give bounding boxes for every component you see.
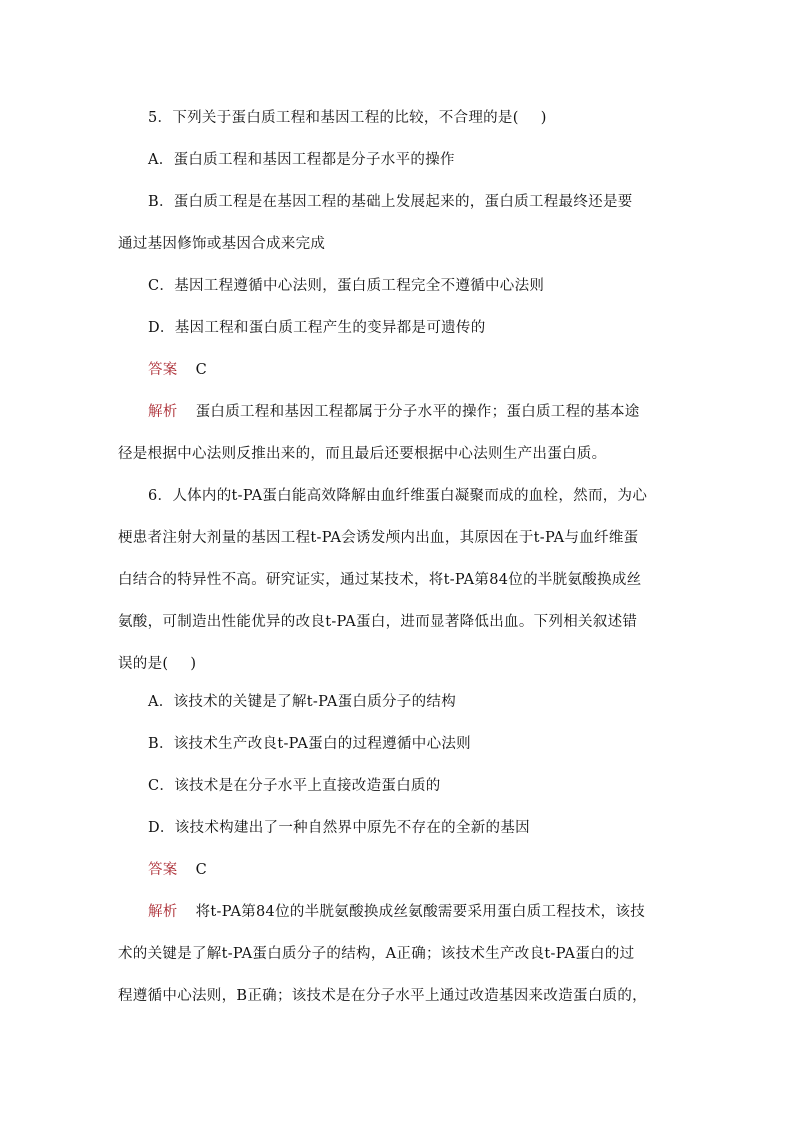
q5-stem-close: ) [540, 110, 547, 126]
q5-analysis-text: 蛋白质工程和基因工程都属于分子水平的操作；蛋白质工程的基本途 [195, 404, 640, 420]
q6-answer-value: C [195, 862, 208, 878]
q6-option-c: C．该技术是在分子水平上直接改造蛋白质的 [148, 778, 441, 794]
q5-answer-label: 答案 [148, 362, 178, 378]
q5-option-d: D．基因工程和蛋白质工程产生的变异都是可遗传的 [148, 320, 486, 336]
q5-stem-text: 5．下列关于蛋白质工程和基因工程的比较，不合理的是( [148, 110, 519, 126]
q5-answer [148, 360, 207, 380]
q5-option-b-line1: B．蛋白质工程是在基因工程的基础上发展起来的，蛋白质工程最终还是要 [148, 194, 633, 210]
q6-answer [148, 860, 207, 880]
q6-option-a: A．该技术的关键是了解t-PA蛋白质分子的结构 [148, 694, 456, 710]
q6-stem-line5-text: 误的是( [118, 656, 169, 672]
q5-stem [148, 108, 547, 128]
q6-stem-line2: 梗患者注射大剂量的基因工程t-PA会诱发颅内出血，其原因在于t-PA与血纤维蛋 [118, 530, 639, 546]
q6-analysis-label: 解析 [148, 904, 178, 920]
q6-answer-label: 答案 [148, 862, 178, 878]
q5-analysis-line2: 径是根据中心法则反推出来的，而且最后还要根据中心法则生产出蛋白质。 [118, 446, 607, 462]
q5-option-b-line2: 通过基因修饰或基因合成来完成 [118, 236, 326, 252]
q6-analysis-line1 [148, 902, 645, 922]
q5-option-c: C．基因工程遵循中心法则，蛋白质工程完全不遵循中心法则 [148, 278, 545, 294]
q5-option-a: A．蛋白质工程和基因工程都是分子水平的操作 [148, 152, 455, 168]
q6-option-d: D．该技术构建出了一种自然界中原先不存在的全新的基因 [148, 820, 530, 836]
q6-stem-close: ) [190, 656, 197, 672]
q5-analysis-line1 [148, 402, 640, 422]
q6-option-b: B．该技术生产改良t-PA蛋白的过程遵循中心法则 [148, 736, 471, 752]
q6-analysis-line3: 程遵循中心法则，B正确；该技术是在分子水平上通过改造基因来改造蛋白质的， [118, 988, 647, 1004]
q6-stem-line5 [118, 654, 196, 674]
q6-stem-line1: 6．人体内的t-PA蛋白能高效降解由血纤维蛋白凝聚而成的血栓，然而，为心 [148, 488, 648, 504]
q6-analysis-line2: 术的关键是了解t-PA蛋白质分子的结构，A正确；该技术生产改良t-PA蛋白的过 [118, 946, 635, 962]
q5-answer-value: C [195, 362, 208, 378]
q6-stem-line3: 白结合的特异性不高。研究证实，通过某技术，将t-PA第84位的半胱氨酸换成丝 [118, 572, 642, 588]
q6-analysis-text: 将t-PA第84位的半胱氨酸换成丝氨酸需要采用蛋白质工程技术，该技 [195, 904, 646, 920]
q6-stem-line4: 氨酸，可制造出性能优异的改良t-PA蛋白，进而显著降低出血。下列相关叙述错 [118, 614, 638, 630]
q5-analysis-label: 解析 [148, 404, 178, 420]
